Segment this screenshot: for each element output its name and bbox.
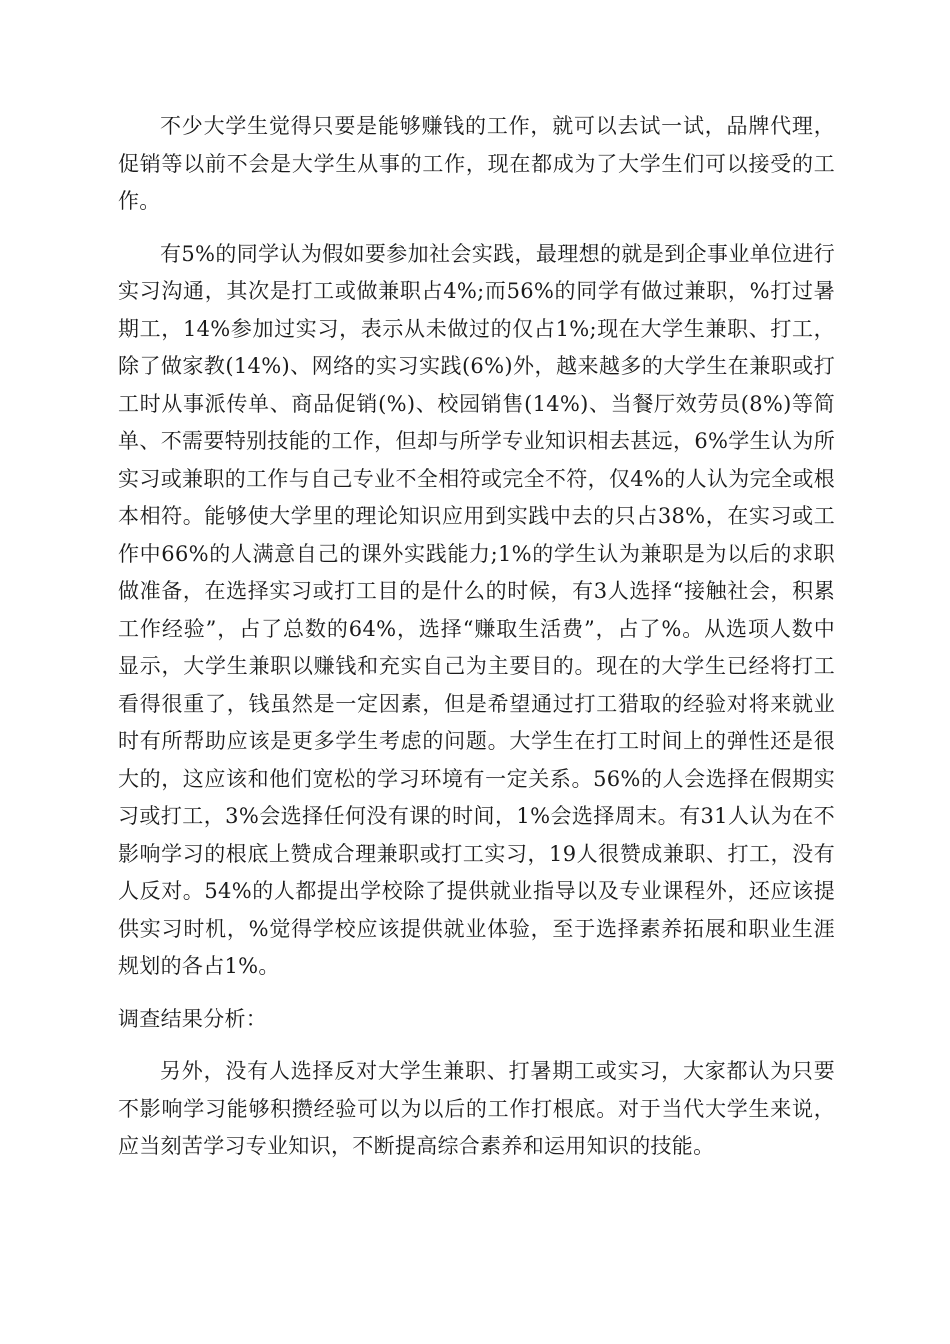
paragraph-part-time-work: 不少大学生觉得只要是能够赚钱的工作，就可以去试一试，品牌代理，促销等以前不会是大学生从事的工作，现在都成为了大学生们可以接受的工作。	[118, 114, 835, 213]
paragraph-survey-statistics: 有5%的同学认为假如要参加社会实践，最理想的就是到企事业单位进行实习沟通，其次是打工或做兼职占4%;而56%的同学有做过兼职，%打过暑期工，14%参加过实习，表示从未做过的仅占1%;现在大学生兼职、打工，除了做家教(14%)、网络的实习实践(6%)外，越来越多的大学生在兼职或打工时从事派传单、商品促销(%)、校园销售(14%)、当餐厅效劳员(8%)等简单、不需要特别技能的工作，但却与所学专业知识相去甚远，6%学生认为所实习或兼职的工作与自己专业不全相符或完全不符，仅4%的人认为完全或根本相符。能够使大学里的理论知识应用到实践中去的只占38%，在实习或工作中66%的人满意自己的课外实践能力;1%的学生认为兼职是为以后的求职做准备，在选择实习或打工目的是什么的时候，有3人选择“接触社会，积累工作经验”，占了总数的64%，选择“赚取生活费”，占了%。从选项人数中显示，大学生兼职以赚钱和充实自己为主要目的。现在的大学生已经将打工看得很重了，钱虽然是一定因素，但是希望通过打工猎取的经验对将来就业时有所帮助应该是更多学生考虑的问题。大学生在打工时间上的弹性还是很大的，这应该和他们宽松的学习环境有一定关系。56%的人会选择在假期实习或打工，3%会选择任何没有课的时间，1%会选择周末。有31人认为在不影响学习的根底上赞成合理兼职或打工实习，19人很赞成兼职、打工，没有人反对。54%的人都提出学校除了提供就业指导以及专业课程外，还应该提供实习时机，%觉得学校应该提供就业体验，至于选择素养拓展和职业生涯规划的各占1%。	[118, 241, 835, 978]
paragraph-conclusion: 另外，没有人选择反对大学生兼职、打暑期工或实习，大家都认为只要不影响学习能够积攒经验可以为以后的工作打根底。对于当代大学生来说，应当刻苦学习专业知识，不断提高综合素养和运用知识的技能。	[118, 1059, 835, 1158]
document-body	[118, 108, 835, 1166]
section-heading-analysis: 调查结果分析：	[118, 1006, 268, 1031]
